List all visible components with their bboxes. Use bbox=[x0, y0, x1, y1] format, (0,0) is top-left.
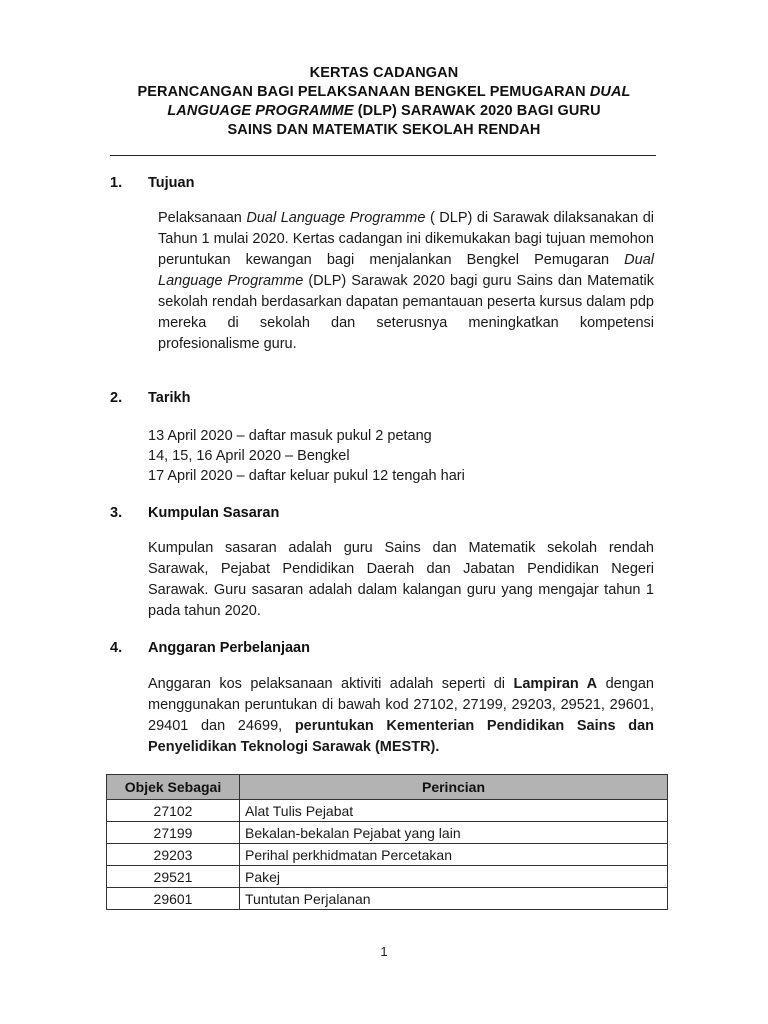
row-code: 27199 bbox=[107, 822, 240, 844]
page-number: 1 bbox=[380, 944, 388, 959]
section-2-heading bbox=[110, 390, 190, 406]
table-row bbox=[107, 866, 668, 888]
column-header-objek: Objek Sebagai bbox=[107, 775, 240, 800]
section-1-title: Tujuan bbox=[148, 175, 195, 191]
s1-italic-2: Dual Language Programme bbox=[158, 252, 654, 289]
title-line-2-italic: DUAL bbox=[589, 84, 631, 100]
s1-text-1: Pelaksanaan bbox=[158, 210, 247, 226]
section-1-number: 1. bbox=[110, 175, 123, 191]
s4-bold-2: peruntukan Kementerian Pendidikan Sains dan Penyelidikan Teknologi Sarawak (MESTR). bbox=[148, 718, 654, 755]
date-list bbox=[148, 426, 465, 486]
title-divider bbox=[110, 155, 656, 156]
document-title bbox=[110, 64, 658, 140]
row-code: 29601 bbox=[107, 888, 240, 910]
date-item: 17 April 2020 – daftar keluar pukul 12 tengah hari bbox=[148, 468, 465, 484]
section-3-number: 3. bbox=[110, 505, 123, 521]
title-line-1: KERTAS CADANGAN bbox=[309, 65, 459, 81]
title-line-4: SAINS DAN MATEMATIK SEKOLAH RENDAH bbox=[227, 122, 541, 138]
title-line-2-text: PERANCANGAN BAGI PELAKSANAAN BENGKEL PEMUGARAN bbox=[137, 84, 590, 100]
date-item: 14, 15, 16 April 2020 – Bengkel bbox=[148, 448, 350, 464]
title-line-2 bbox=[110, 83, 658, 102]
section-1-paragraph bbox=[158, 208, 654, 355]
s1-italic-1: Dual Language Programme bbox=[246, 210, 426, 226]
column-header-perincian: Perincian bbox=[240, 775, 668, 800]
row-description: Tuntutan Perjalanan bbox=[240, 888, 668, 910]
row-description: Alat Tulis Pejabat bbox=[240, 800, 668, 822]
title-line-3-italic: LANGUAGE PROGRAMME bbox=[167, 103, 354, 119]
s4-text-1: Anggaran kos pelaksanaan aktiviti adalah seperti di bbox=[148, 676, 514, 692]
table-row bbox=[107, 844, 668, 866]
table-row bbox=[107, 822, 668, 844]
section-3-title: Kumpulan Sasaran bbox=[148, 505, 280, 521]
table-header-row bbox=[107, 775, 668, 800]
title-line-3 bbox=[110, 102, 658, 121]
row-code: 29521 bbox=[107, 866, 240, 888]
section-4-number: 4. bbox=[110, 640, 123, 656]
table-row bbox=[107, 800, 668, 822]
section-1-heading bbox=[110, 175, 194, 191]
section-3-paragraph: Kumpulan sasaran adalah guru Sains dan Matematik sekolah rendah Sarawak, Pejabat Pendidikan Daerah dan Jabatan Pendidikan Negeri Sarawak. Guru sasaran adalah dalam kalangan guru yang mengajar tahun 1 pada tahun 2020. bbox=[148, 540, 654, 619]
table-row bbox=[107, 888, 668, 910]
s4-bold-1: Lampiran A bbox=[513, 676, 598, 692]
section-4-title: Anggaran Perbelanjaan bbox=[148, 640, 310, 656]
section-4-heading bbox=[110, 640, 310, 656]
s4-text-2: dengan menggunakan peruntukan di bawah kod 27102, 27199, 29203, 29521, 29601, 29401 dan 24699, bbox=[148, 676, 654, 734]
row-code: 29203 bbox=[107, 844, 240, 866]
s1-text-3: (DLP) Sarawak 2020 bagi guru Sains dan Matematik sekolah rendah berdasarkan dapatan pemantauan peserta kursus dalam pdp mereka di sekolah dan seterusnya meningkatkan kompetensi profesionalisme guru. bbox=[158, 273, 654, 352]
title-line-3-text: (DLP) SARAWAK 2020 BAGI GURU bbox=[353, 103, 601, 119]
section-2-title: Tarikh bbox=[148, 390, 191, 406]
date-item: 13 April 2020 – daftar masuk pukul 2 petang bbox=[148, 428, 432, 444]
section-3-heading bbox=[110, 505, 279, 521]
row-description: Perihal perkhidmatan Percetakan bbox=[240, 844, 668, 866]
section-4-paragraph bbox=[148, 674, 654, 758]
row-description: Bekalan-bekalan Pejabat yang lain bbox=[240, 822, 668, 844]
row-code: 27102 bbox=[107, 800, 240, 822]
section-2-number: 2. bbox=[110, 390, 123, 406]
budget-code-table bbox=[106, 774, 668, 910]
row-description: Pakej bbox=[240, 866, 668, 888]
s1-text-2: ( DLP) di Sarawak dilaksanakan di Tahun 1 mulai 2020. Kertas cadangan ini dikemukakan bagi tujuan memohon peruntukan kewangan bagi menjalankan Bengkel Pemugaran bbox=[158, 210, 654, 268]
